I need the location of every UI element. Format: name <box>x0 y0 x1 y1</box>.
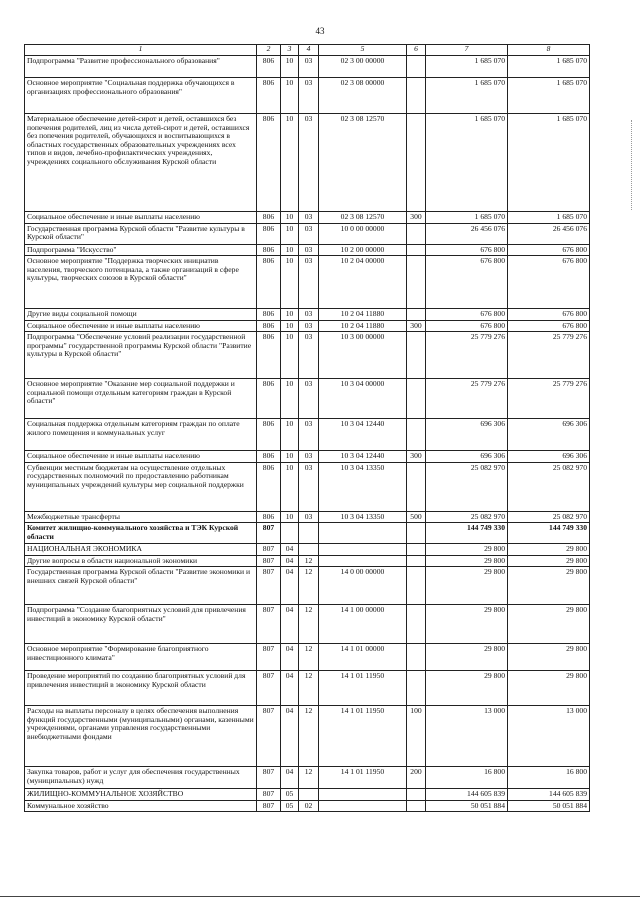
cell-pr: 12 <box>299 605 319 644</box>
cell-sum2: 1 685 070 <box>508 78 590 114</box>
table-row <box>25 256 590 309</box>
cell-name: Государственная программа Курской области "Развитие культуры в Курской области" <box>25 223 257 244</box>
cell-sum2: 1 685 070 <box>508 212 590 224</box>
table-row <box>25 706 590 767</box>
cell-vr <box>407 523 426 544</box>
cell-sum1: 676 800 <box>426 256 508 309</box>
cell-vr <box>407 605 426 644</box>
header-col-sum2: 8 <box>508 45 590 56</box>
cell-vr <box>407 114 426 212</box>
cell-name: Основное мероприятие "Формирование благоприятного инвестиционного климата" <box>25 644 257 671</box>
cell-ved: 807 <box>257 544 281 556</box>
cell-name: ЖИЛИЩНО-КОММУНАЛЬНОЕ ХОЗЯЙСТВО <box>25 789 257 801</box>
cell-vr: 200 <box>407 767 426 789</box>
cell-csr <box>319 789 407 801</box>
cell-csr: 10 3 04 00000 <box>319 379 407 419</box>
cell-vr <box>407 332 426 379</box>
cell-csr <box>319 544 407 556</box>
cell-sum1: 25 082 970 <box>426 462 508 511</box>
page-number: 43 <box>315 26 325 36</box>
cell-sum1: 25 779 276 <box>426 332 508 379</box>
table-row <box>25 212 590 224</box>
cell-pr: 03 <box>299 332 319 379</box>
table-row <box>25 605 590 644</box>
cell-sum1: 29 800 <box>426 544 508 556</box>
cell-pr: 03 <box>299 223 319 244</box>
cell-name: Социальное обеспечение и иные выплаты населению <box>25 320 257 332</box>
cell-ved: 806 <box>257 309 281 321</box>
cell-rz: 10 <box>281 511 299 523</box>
cell-sum2: 29 800 <box>508 555 590 567</box>
cell-csr: 14 1 00 00000 <box>319 605 407 644</box>
table-body <box>25 56 590 812</box>
table-row <box>25 523 590 544</box>
cell-vr <box>407 544 426 556</box>
table-row <box>25 223 590 244</box>
header-col-vr: 6 <box>407 45 426 56</box>
table-row <box>25 332 590 379</box>
cell-ved: 806 <box>257 332 281 379</box>
cell-name: Социальная поддержка отдельным категориям граждан по оплате жилого помещения и коммунальных услуг <box>25 419 257 451</box>
budget-table <box>24 44 590 812</box>
cell-ved: 807 <box>257 789 281 801</box>
cell-name: Субвенции местным бюджетам на осуществление отдельных государственных полномочий по предоставлению работникам муниципальных учреждений культуры мер социальной поддержки <box>25 462 257 511</box>
cell-ved: 807 <box>257 800 281 812</box>
cell-rz: 10 <box>281 78 299 114</box>
cell-sum2: 25 779 276 <box>508 332 590 379</box>
cell-pr: 03 <box>299 419 319 451</box>
cell-name: Расходы на выплаты персоналу в целях обеспечения выполнения функций государственными (муниципальными) органами, казенными учреждениями, органами управления государственными внебюджетными фондами <box>25 706 257 767</box>
cell-pr <box>299 523 319 544</box>
header-col-name: 1 <box>25 45 257 56</box>
cell-sum2: 1 685 070 <box>508 56 590 78</box>
cell-sum1: 13 000 <box>426 706 508 767</box>
cell-sum2: 29 800 <box>508 605 590 644</box>
cell-rz: 10 <box>281 244 299 256</box>
cell-csr: 14 1 01 11950 <box>319 706 407 767</box>
cell-sum2: 13 000 <box>508 706 590 767</box>
table-row <box>25 379 590 419</box>
cell-name: Подпрограмма "Создание благоприятных условий для привлечения инвестиций в экономику Курской области" <box>25 605 257 644</box>
cell-ved: 807 <box>257 605 281 644</box>
cell-pr: 03 <box>299 78 319 114</box>
cell-ved: 806 <box>257 379 281 419</box>
cell-sum2: 696 306 <box>508 451 590 463</box>
cell-csr: 02 3 08 00000 <box>319 78 407 114</box>
cell-rz: 04 <box>281 555 299 567</box>
cell-ved: 806 <box>257 78 281 114</box>
cell-name: Межбюджетные трансферты <box>25 511 257 523</box>
cell-name: Другие вопросы в области национальной экономики <box>25 555 257 567</box>
cell-ved: 806 <box>257 451 281 463</box>
cell-ved: 807 <box>257 767 281 789</box>
cell-rz: 04 <box>281 706 299 767</box>
header-col-csr: 5 <box>319 45 407 56</box>
cell-sum2: 29 800 <box>508 671 590 706</box>
table-header-row <box>25 45 590 56</box>
cell-sum1: 144 605 839 <box>426 789 508 801</box>
cell-sum1: 16 800 <box>426 767 508 789</box>
cell-csr: 10 3 00 00000 <box>319 332 407 379</box>
cell-ved: 806 <box>257 114 281 212</box>
cell-sum2: 16 800 <box>508 767 590 789</box>
cell-csr: 02 3 08 12570 <box>319 114 407 212</box>
cell-rz: 10 <box>281 462 299 511</box>
cell-rz: 04 <box>281 567 299 605</box>
cell-vr <box>407 379 426 419</box>
cell-ved: 806 <box>257 56 281 78</box>
cell-sum2: 50 051 884 <box>508 800 590 812</box>
cell-sum1: 676 800 <box>426 320 508 332</box>
table-row <box>25 511 590 523</box>
cell-name: Другие виды социальной помощи <box>25 309 257 321</box>
cell-rz: 10 <box>281 223 299 244</box>
table-row <box>25 789 590 801</box>
cell-sum2: 676 800 <box>508 320 590 332</box>
cell-csr <box>319 800 407 812</box>
cell-pr: 12 <box>299 644 319 671</box>
cell-pr: 03 <box>299 379 319 419</box>
cell-sum2: 29 800 <box>508 567 590 605</box>
cell-pr: 03 <box>299 244 319 256</box>
page-bottom-rule <box>0 896 640 897</box>
cell-sum1: 29 800 <box>426 567 508 605</box>
cell-sum1: 25 082 970 <box>426 511 508 523</box>
cell-sum2: 25 082 970 <box>508 511 590 523</box>
cell-sum1: 696 306 <box>426 451 508 463</box>
table-row <box>25 56 590 78</box>
cell-pr: 03 <box>299 56 319 78</box>
cell-name: Государственная программа Курской области "Развитие экономики и внешних связей Курской области" <box>25 567 257 605</box>
cell-pr: 12 <box>299 671 319 706</box>
cell-csr <box>319 555 407 567</box>
cell-name: Социальное обеспечение и иные выплаты населению <box>25 212 257 224</box>
cell-csr: 10 2 00 00000 <box>319 244 407 256</box>
cell-sum2: 696 306 <box>508 419 590 451</box>
cell-rz <box>281 523 299 544</box>
cell-sum1: 25 779 276 <box>426 379 508 419</box>
cell-pr: 02 <box>299 800 319 812</box>
table-row <box>25 567 590 605</box>
cell-name: Социальное обеспечение и иные выплаты населению <box>25 451 257 463</box>
cell-vr <box>407 256 426 309</box>
cell-ved: 807 <box>257 644 281 671</box>
cell-pr: 12 <box>299 706 319 767</box>
cell-name: НАЦИОНАЛЬНАЯ ЭКОНОМИКА <box>25 544 257 556</box>
cell-vr: 100 <box>407 706 426 767</box>
cell-name: Основное мероприятие "Поддержка творческих инициатив населения, творческого потенциала, а также организаций в сфере культуры, творческих союзов в Курской области" <box>25 256 257 309</box>
cell-vr <box>407 644 426 671</box>
cell-rz: 10 <box>281 451 299 463</box>
cell-vr <box>407 555 426 567</box>
table-row <box>25 800 590 812</box>
cell-pr: 03 <box>299 114 319 212</box>
cell-csr: 10 3 04 13350 <box>319 511 407 523</box>
cell-sum2: 29 800 <box>508 544 590 556</box>
cell-name: Основное мероприятие "Оказание мер социальной поддержки и социальной помощи отдельным категориям граждан в Курской области" <box>25 379 257 419</box>
cell-pr: 03 <box>299 320 319 332</box>
cell-sum1: 26 456 076 <box>426 223 508 244</box>
cell-rz: 10 <box>281 379 299 419</box>
cell-name: Подпрограмма "Развитие профессионального образования" <box>25 56 257 78</box>
cell-csr: 10 3 04 12440 <box>319 451 407 463</box>
cell-name: Подпрограмма "Искусство" <box>25 244 257 256</box>
cell-vr <box>407 244 426 256</box>
header-col-sum1: 7 <box>426 45 508 56</box>
cell-sum1: 50 051 884 <box>426 800 508 812</box>
cell-pr: 03 <box>299 212 319 224</box>
cell-pr: 12 <box>299 555 319 567</box>
cell-rz: 04 <box>281 671 299 706</box>
cell-vr <box>407 800 426 812</box>
table-row <box>25 78 590 114</box>
cell-rz: 05 <box>281 800 299 812</box>
cell-vr <box>407 462 426 511</box>
cell-ved: 807 <box>257 706 281 767</box>
cell-vr: 500 <box>407 511 426 523</box>
cell-sum2: 25 082 970 <box>508 462 590 511</box>
cell-vr <box>407 671 426 706</box>
cell-pr: 03 <box>299 511 319 523</box>
cell-csr: 10 2 04 00000 <box>319 256 407 309</box>
cell-sum1: 1 685 070 <box>426 78 508 114</box>
header-col-ved: 2 <box>257 45 281 56</box>
cell-rz: 10 <box>281 56 299 78</box>
cell-csr: 14 1 01 00000 <box>319 644 407 671</box>
header-col-rz: 3 <box>281 45 299 56</box>
cell-csr: 02 3 08 12570 <box>319 212 407 224</box>
cell-ved: 806 <box>257 419 281 451</box>
cell-sum2: 29 800 <box>508 644 590 671</box>
cell-csr: 10 0 00 00000 <box>319 223 407 244</box>
cell-ved: 807 <box>257 523 281 544</box>
cell-rz: 04 <box>281 605 299 644</box>
cell-rz: 04 <box>281 767 299 789</box>
cell-vr: 300 <box>407 320 426 332</box>
cell-rz: 10 <box>281 320 299 332</box>
cell-csr: 14 1 01 11950 <box>319 767 407 789</box>
cell-sum1: 676 800 <box>426 309 508 321</box>
cell-sum1: 144 749 330 <box>426 523 508 544</box>
cell-vr <box>407 78 426 114</box>
cell-pr: 03 <box>299 256 319 309</box>
cell-vr <box>407 567 426 605</box>
table-row <box>25 644 590 671</box>
cell-vr <box>407 789 426 801</box>
cell-rz: 10 <box>281 114 299 212</box>
table-row <box>25 555 590 567</box>
table-row <box>25 544 590 556</box>
cell-ved: 806 <box>257 256 281 309</box>
table-row <box>25 671 590 706</box>
cell-name: Материальное обеспечение детей-сирот и детей, оставшихся без попечения родителей, лиц из числа детей-сирот и детей, оставшихся без попечения родителей, обучающихся и воспитывающихся в областных государственных образовательных учреждениях всех типов и видов, лечебно-профилактических учреждениях, учреждениях социального обслуживания Курской области <box>25 114 257 212</box>
header-col-pr: 4 <box>299 45 319 56</box>
cell-csr: 10 2 04 11880 <box>319 309 407 321</box>
cell-sum2: 26 456 076 <box>508 223 590 244</box>
cell-sum1: 1 685 070 <box>426 56 508 78</box>
cell-vr: 300 <box>407 212 426 224</box>
cell-rz: 10 <box>281 419 299 451</box>
table-row <box>25 320 590 332</box>
cell-rz: 04 <box>281 644 299 671</box>
cell-rz: 10 <box>281 212 299 224</box>
cell-name: Коммунальное хозяйство <box>25 800 257 812</box>
cell-name: Подпрограмма "Обеспечение условий реализации государственной программы" государственной программы Курской области "Развитие культуры в Курской области" <box>25 332 257 379</box>
cell-sum1: 29 800 <box>426 644 508 671</box>
cell-name: Закупка товаров, работ и услуг для обеспечения государственных (муниципальных) нужд <box>25 767 257 789</box>
table-row <box>25 419 590 451</box>
cell-ved: 806 <box>257 320 281 332</box>
cell-rz: 10 <box>281 256 299 309</box>
cell-pr: 03 <box>299 451 319 463</box>
cell-sum2: 676 800 <box>508 256 590 309</box>
cell-csr: 10 2 04 11880 <box>319 320 407 332</box>
cell-csr: 02 3 00 00000 <box>319 56 407 78</box>
cell-rz: 04 <box>281 544 299 556</box>
cell-vr <box>407 309 426 321</box>
cell-rz: 10 <box>281 309 299 321</box>
cell-sum1: 676 800 <box>426 244 508 256</box>
cell-ved: 806 <box>257 212 281 224</box>
cell-csr: 10 3 04 12440 <box>319 419 407 451</box>
table-row <box>25 309 590 321</box>
cell-ved: 807 <box>257 567 281 605</box>
margin-dots <box>629 120 632 210</box>
cell-ved: 806 <box>257 511 281 523</box>
cell-pr <box>299 789 319 801</box>
cell-name: Комитет жилищно-коммунального хозяйства и ТЭК Курской области <box>25 523 257 544</box>
table-row <box>25 114 590 212</box>
cell-name: Проведение мероприятий по созданию благоприятных условий для привлечения инвестиций в экономику Курской области <box>25 671 257 706</box>
cell-sum2: 1 685 070 <box>508 114 590 212</box>
cell-pr: 03 <box>299 309 319 321</box>
cell-pr: 12 <box>299 567 319 605</box>
cell-sum1: 696 306 <box>426 419 508 451</box>
cell-ved: 807 <box>257 671 281 706</box>
cell-vr <box>407 223 426 244</box>
cell-sum2: 676 800 <box>508 244 590 256</box>
cell-sum2: 25 779 276 <box>508 379 590 419</box>
cell-sum1: 29 800 <box>426 605 508 644</box>
cell-sum2: 676 800 <box>508 309 590 321</box>
cell-ved: 806 <box>257 223 281 244</box>
cell-rz: 05 <box>281 789 299 801</box>
table-row <box>25 767 590 789</box>
cell-ved: 806 <box>257 244 281 256</box>
cell-csr: 14 0 00 00000 <box>319 567 407 605</box>
cell-sum1: 29 800 <box>426 671 508 706</box>
cell-name: Основное мероприятие "Социальная поддержка обучающихся в организациях профессионального образования" <box>25 78 257 114</box>
cell-sum2: 144 605 839 <box>508 789 590 801</box>
cell-csr <box>319 523 407 544</box>
cell-pr: 03 <box>299 462 319 511</box>
cell-sum2: 144 749 330 <box>508 523 590 544</box>
cell-ved: 806 <box>257 462 281 511</box>
table-row <box>25 451 590 463</box>
cell-vr <box>407 419 426 451</box>
cell-csr: 10 3 04 13350 <box>319 462 407 511</box>
cell-vr: 300 <box>407 451 426 463</box>
table-row <box>25 244 590 256</box>
cell-pr: 12 <box>299 767 319 789</box>
cell-sum1: 1 685 070 <box>426 212 508 224</box>
cell-pr <box>299 544 319 556</box>
cell-csr: 14 1 01 11950 <box>319 671 407 706</box>
cell-rz: 10 <box>281 332 299 379</box>
table-row <box>25 462 590 511</box>
cell-sum1: 29 800 <box>426 555 508 567</box>
cell-sum1: 1 685 070 <box>426 114 508 212</box>
cell-vr <box>407 56 426 78</box>
cell-ved: 807 <box>257 555 281 567</box>
